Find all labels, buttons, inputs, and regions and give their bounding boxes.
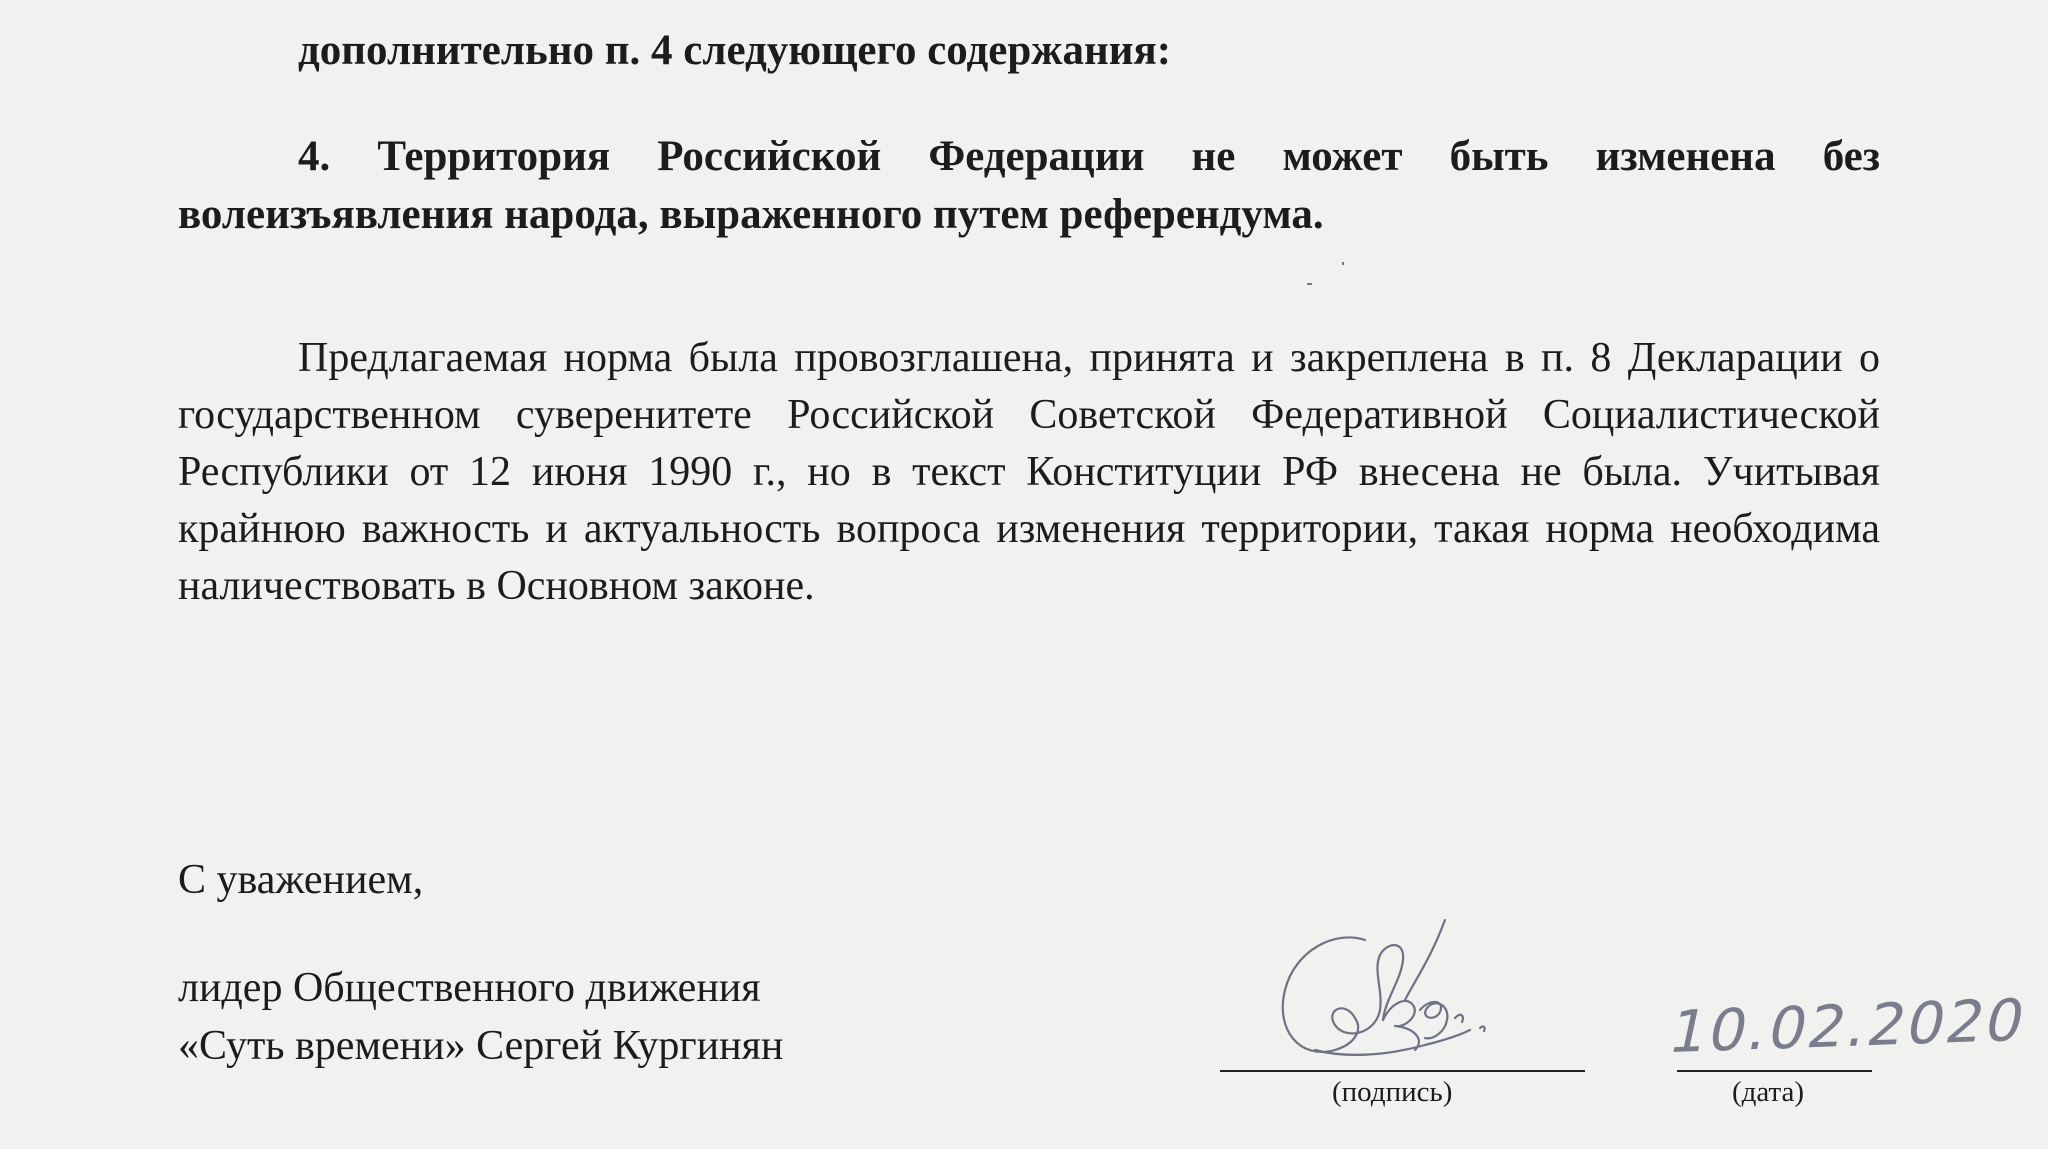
handwritten-date: 10.02.2020 — [1663, 985, 2033, 1067]
handwritten-signature — [1255, 900, 1505, 1090]
scan-speck — [1342, 262, 1344, 265]
signature-line — [1220, 1070, 1585, 1072]
article-4-paragraph: 4. Территория Российской Федерации не может быть изменена без волеизъявления народа, выраженного путем референдума. — [178, 133, 1880, 238]
intro-line: дополнительно п. 4 следующего содержания: — [298, 27, 1172, 74]
proposal-paragraph: Предлагаемая норма была провозглашена, принята и закреплена в п. 8 Декларации о государственном суверенитете Российской Советской Федеративной Социалистической Республики от 12 июня 1990 г., но в текст Конституции РФ внесена не была. Учитывая крайнюю важность и актуальность вопроса изменения территории, такая норма необходима наличествовать в Основном законе. — [178, 335, 1880, 609]
date-line — [1677, 1070, 1872, 1072]
signature-caption: (подпись) — [1332, 1076, 1453, 1108]
signer-name-line: «Суть времени» Сергей Кургинян — [178, 1023, 784, 1069]
signer-block — [178, 959, 783, 1075]
closing-salutation: С уважением, — [178, 857, 424, 903]
scan-speck — [1307, 283, 1312, 285]
signer-role-line: лидер Общественного движения — [178, 965, 761, 1011]
date-caption: (дата) — [1732, 1076, 1805, 1108]
